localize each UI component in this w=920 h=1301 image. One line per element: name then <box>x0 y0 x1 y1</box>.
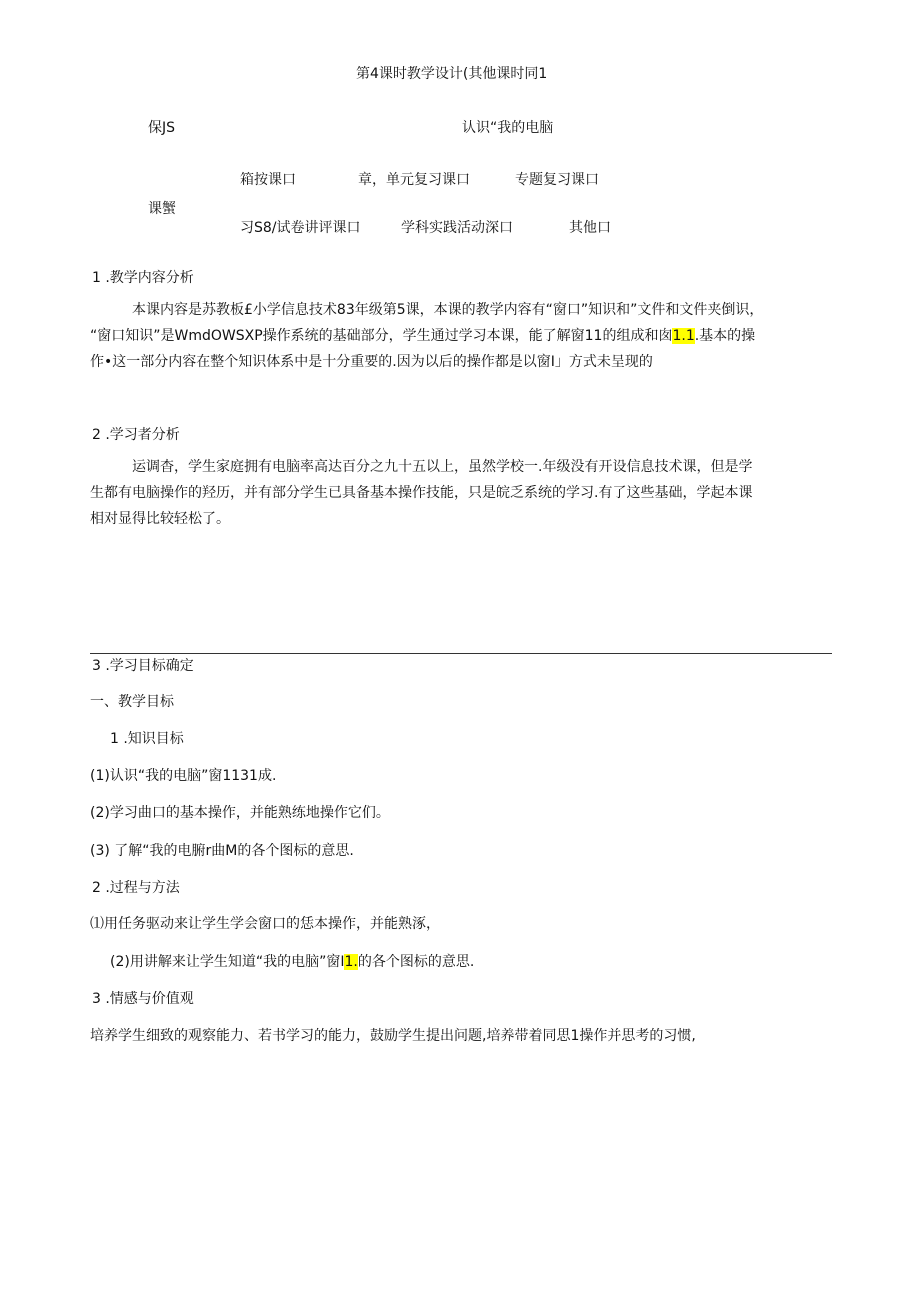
text-run: “窗口知识”是WmdOWSXP操作系统的基础部分，学生通过学习本课，能了解窗11的组成和囱 <box>90 328 673 344</box>
goal-item: ⑴用任务驱动来让学生学会窗口的恁本操作，并能熟涿， <box>90 916 440 932</box>
type-option: 其他口 <box>569 220 611 236</box>
type-label: 课蟹 <box>148 201 176 217</box>
type-option: 习S8/试卷讲评课口 <box>240 220 361 236</box>
topic-value: 认识“我的电脑 <box>462 120 554 136</box>
type-option: 章，单元复习课口 <box>358 172 470 188</box>
goal-item: (1)认识“我的电脑”窗1131成. <box>90 768 277 784</box>
type-option: 箱按课口 <box>240 172 296 188</box>
goal-heading: 2 .过程与方法 <box>92 880 180 896</box>
goal-item <box>110 952 474 972</box>
section-heading: 2 .学习者分析 <box>92 427 180 443</box>
topic-label: 保JS <box>148 120 176 136</box>
paragraph-line: 作•这一部分内容在整个知识体系中是十分重要的.因为以后的操作都是以窗I」方式未呈现的 <box>90 354 653 370</box>
text-run: (2)用讲解来让学生知道“我的电脑”窗I <box>110 954 345 970</box>
goal-item: 培养学生细致的观察能力、若书学习的能力，鼓励学生提出问题,培养带着同思1操作并思考的习惯, <box>90 1028 696 1044</box>
section-heading: 1 .教学内容分析 <box>92 270 194 286</box>
paragraph-line: 运调杳，学生家庭拥有电脑率高达百分之九十五以上，虽然学校一.年级没有开设信息技术课，但是学 <box>132 459 753 475</box>
horizontal-divider <box>90 653 832 654</box>
goal-heading: 3 .情感与价值观 <box>92 991 194 1007</box>
learner-analysis <box>90 454 830 532</box>
highlight: 1. <box>344 954 358 970</box>
type-option: 专题复习课口 <box>515 172 599 188</box>
goal-heading: 1 .知识目标 <box>110 731 184 747</box>
section-heading: 3 .学习目标确定 <box>92 658 194 674</box>
text-run: 的各个图标的意思. <box>357 954 475 970</box>
highlight: 1.1 <box>672 328 695 344</box>
type-option: 学科实践活动深口 <box>401 220 513 236</box>
paragraph-line <box>90 323 830 349</box>
content-analysis <box>90 297 830 375</box>
subsection-heading: 一、教学目标 <box>90 694 174 710</box>
goal-item: (3) 了解“我的电腑r曲M的各个图标的意思. <box>90 843 354 859</box>
paragraph-line: 本课内容是苏教板£小学信息技术83年级第5课，本课的教学内容有“窗口”知识和”文件和文件夹倒识， <box>132 302 764 318</box>
paragraph-line: 相对显得比较轻松了。 <box>90 511 230 527</box>
goal-item: (2)学习曲口的基本操作，并能熟练地操作它们。 <box>90 805 390 821</box>
page-title: 第4课时教学设计(其他课时同1 <box>356 66 548 82</box>
paragraph-line: 生都有电脑操作的羟历，并有部分学生已具备基本操作技能，只是皖乏系统的学习.有了这些基础，学起本课 <box>90 485 753 501</box>
text-run: .基本的操 <box>694 328 756 344</box>
